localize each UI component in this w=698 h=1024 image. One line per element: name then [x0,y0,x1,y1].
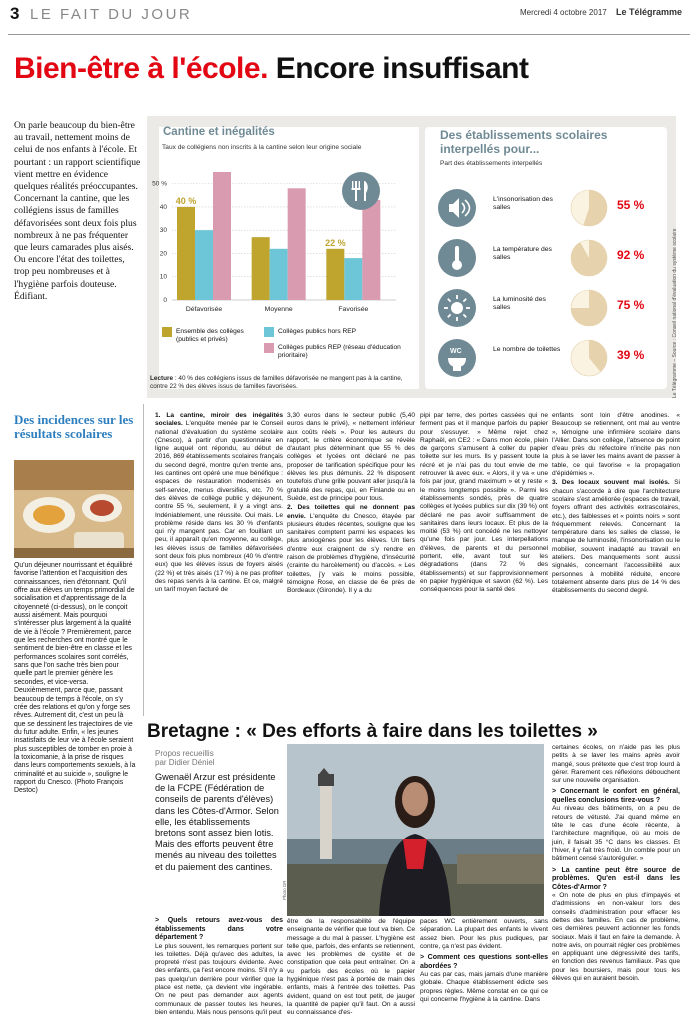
interview-photo [287,744,544,916]
sidebar-photo [14,460,134,558]
article-column-3 [420,412,548,596]
paragraph [287,412,415,503]
paragraph-lead: 2. Des toilettes qui ne donnent pas envie. [287,504,415,520]
chart-note [150,375,420,391]
y-tick-label: 0 [163,297,167,304]
paragraph-lead: 1. La cantine, miroir des inégalités sociales. [155,412,283,428]
toilet-icon [437,338,477,378]
legend-swatch-all [162,327,172,337]
paragraph-text: Le plus souvent, les remarques portent sur les toilettes. Déjà qu'avec des adultes, la propreté n'est pas toujours évidente. Avec des enfants, ça l'est encore moins. S'il n'y a pas quelqu'un derrière pour vérifier que la place est nette, ça devient vite ingérable. On ne peut pas demander aux agents communaux de passer toutes les heures, bien entendu. Mais nous pensons qu'il peut [155,942,283,1016]
headline-black: Encore insuffisant [275,52,529,85]
x-tick-label: Moyenne [264,306,293,313]
pie-label: La température des salles [493,246,552,262]
paragraph-text: Au cas par cas, mais jamais d'une manière globale. Chaque établissement édicte ses propres règles. Même constat en ce qui ce qui concerne l'hygiène à la cantine. Dans [420,971,548,1004]
source-credit: Le Télégramme – Source : Conseil national d'évaluation du système scolaire [672,228,678,398]
x-tick-label: Défavorisée [185,306,223,313]
paragraph-text: L'enquête du Cnesco, étayée par plusieurs études récentes, souligne que les sanitaires comptent parmi les espaces les plus anxiogènes pour les élèves. Un tiers d'entre eux craignent de s'y rendre en raison de problèmes d'hygiène, d'insécurité (crainte du harcèlement) ou d'accès. « Les toilettes, j'y vais le moins possible, témoigne Rose, en classe de 6e près de Bordeaux (Gironde). Il y a du [287,512,415,595]
newspaper-name: Le Télégramme [616,7,683,17]
portrait-lighthouse-image [287,744,544,916]
page-number: 3 [10,4,20,23]
sidebar-title: Des incidences sur les résultats scolaires [14,412,134,441]
interview-column-1 [155,914,283,1018]
pie-label: Le nombre de toilettes [493,346,561,353]
interview-column-3 [420,918,548,1005]
section-title: LE FAIT DU JOUR [30,6,193,23]
bretagne-intro: Gwenaël Arzur est présidente de la FCPE (Fédération de conseils de parents d'élèves) dans les Côtes-d'Armor. Selon elle, les établissements bretons sont assez bien lotis. Mais des efforts peuvent être menés au niveau des toilettes et du paiement des cantines. [155,772,279,872]
pie-label: L'insonorisation des salles [493,196,553,212]
paragraph-lead: 3. Des locaux souvent mal isolés. [552,479,670,487]
paragraph [287,918,415,1018]
bar-chart-title: Cantine et inégalités [163,126,275,138]
pie-row [425,334,667,384]
svg-text:WC: WC [450,348,462,355]
paragraph [420,954,548,1004]
paragraph [552,479,680,595]
pie-row [425,184,667,234]
pie-slice-chart [569,238,609,278]
legend-label-hors-rep: Collèges publics hors REP [278,328,357,335]
paragraph [552,867,680,984]
pie-value: 75 % [617,298,645,312]
chart-note-text: : 40 % des collégiens issus de familles défavorisée ne mangent pas à la cantine, contre 22 % des élèves issus de familles favorisées. [150,375,403,390]
cutlery-badge [342,172,380,210]
pie-label: La luminosité des salles [493,296,546,312]
y-tick-label: 30 [159,227,167,235]
pie-chart-title: Des établissements scolaires interpellés pour... [440,128,608,156]
pie-value: 92 % [617,248,645,262]
column-rule [143,404,144,716]
interview-question: > Quels retours avez-vous des établissements dans votre département ? [155,917,283,941]
paragraph-text: L'enquête menée par le Conseil national d'évaluation du système scolaire (Cnesco), à partir d'un questionnaire en ligne auquel ont répondu, au début de 2016, 869 établissements scolaires français du second degré, montre qu'en trente ans, les cantines ont opéré une mue bénéfique : espaces de restauration modernisés en self-service, menus diversifiés, etc. 70 % des élèves de collège public y déjeunent, contre 55 %, seulement, il y a vingt ans. Indéniablement, une réussite. Oui mais. Le problème réside dans les 30 % d'enfants qui n'y mangent pas. Car en fouillant un peu, il apparaît qu'en moyenne, au collège, les élèves issus de familles défavorisées sont deux fois plus nombreux (40 % d'entre eux) que les élèves issus de foyers aisés (22 %) et très aisés (17 %) à ne pas profiter des repas servis à la cantine. Et ce, malgré un tarif moyen facturé de [155,420,283,594]
paragraph [155,412,283,595]
pie-slice-chart [569,188,609,228]
paragraph [420,918,548,951]
paragraph [420,412,548,595]
bar-favorisée-series-0 [326,249,344,300]
interview-question: > Comment ces questions sont-elles abordées ? [420,954,548,970]
pie-slice [571,240,607,276]
sun-icon [437,288,477,328]
article-column-4 [552,412,680,597]
paragraph [287,504,415,595]
interview-column-4 [552,744,680,984]
thermometer-icon [437,238,477,278]
pie-slice-chart [569,288,609,328]
photo-credit: Photo DR [282,880,287,900]
paragraph-text: être de la responsabilité de l'équipe enseignante de vérifier que tout va bien. Ce message a du mal à passer. L'hygiène est telle que, parfois, des enfants se retiennent, avec les problèmes de cystite et de constipation que cela peut entraîner. On a vu parfois des écoles où le papier hygiénique n'est pas à portée de main des enfants, mais à l'entrée des toilettes. Pas évident, quand on est tout petit, de jauger la quantité de papier qu'il faut. On a aussi eu connaissance d'es- [287,918,415,1017]
pie-chart-subtitle: Part des établissements interpellés [440,160,543,167]
byline-author: par Didier Déniel [155,758,215,767]
y-tick-label: 40 [159,203,167,211]
y-tick-label: 20 [159,250,167,258]
paragraph-text: 3,30 euros dans le secteur public (5,40 euros dans le privé), « nettement inférieur aux coûts réels ». Pour les auteurs du rapport, le critère économique se révèle d'autant plus déterminant que 55 % des collèges et lycées ont déclaré ne pas proposer de tarification spécifique pour les élèves les plus démunis. 22 % disposent toutefois d'une grille pouvant aller jusqu'à la gratuité des repas, qui, en Finlande ou en Suède, est de principe pour tous. [287,412,415,502]
fork-knife-icon [342,172,380,210]
bar-data-label: 40 % [175,195,197,206]
intro-text: On parle beaucoup du bien-être au travail, nettement moins de celui de nos enfants à l'école. Et pourtant : un rapport scientifique vient mettre en évidence quelques réalités préoccupantes. Concernant la cantine, que les collégiens issus de familles défavorisées sont deux fois plus nombreux à ne pas fréquenter que leurs camarades plus aisés. Ou encore l'état des toilettes, trop peu nombreuses et à l'hygiène parfois douteuse. Édifiant. [14,120,141,302]
y-tick-label: 10 [159,273,167,281]
bar-défavorisée-series-0 [177,207,195,300]
bar-data-label: 22 % [325,237,346,248]
byline-top: Propos recueillis [155,749,214,758]
bar-défavorisée-series-2 [213,172,231,300]
legend-label-all: Ensemble des collèges (publics et privés) [176,328,244,343]
interview-column-2 [287,918,415,1019]
chart-note-label: Lecture [150,375,174,382]
pie-slice-chart [569,338,609,378]
paragraph-text: pipi par terre, des portes cassées qui ne ferment pas et il manque parfois du papier pour s'essuyer. » Même rejet chez Raphaël, en CE2 : « Dans mon école, plein de garçons s'amusent à coller du papier toilette sur les murs. Ils y passent toute la récré et je n'ai pas du tout envie de me retrouver là avec eux. « Alors, il y va « une fois par jour, grand maximum » et y reste « le moins longtemps possible ». Parmi les établissements sondés, près de quatre collèges et lycées publics sur dix (39 %) ont déclaré ne pas avoir suffisamment de sanitaires dans leurs locaux. Et plus de la moitié (53 %) ont concédé ne les nettoyer qu'une fois par jour. Les interpellations d'élèves, de parents et du personnel portent, elle, avant tout sur les dégradations (dans 72 % des établissements) et sur l'approvisionnement en papier hygiénique et savon (62 %). Les conséquences pour la santé des [420,412,548,594]
sidebar-text: Qu'un déjeuner nourrissant et équilibré favorise l'attention et l'acquisition des connaissances, rien d'étonnant. Qu'il offre aux élèves un temps primordial de socialisation et d'apprentissage de la citoyenneté (ci-dessus), on le conçoit aussi aisément. Mais pourquoi s'intéresser plus largement à la qualité de vie à l'école ? Premièrement, parce que les recherches ont montré que le sentiment de bien-être en classe et les performances scolaires sont corrélés, sans que l'on sache très bien pour quelle part le premier génère les secondes, et vice-versa. Deuxièmement, parce que, passant beaucoup de temps à l'école, on s'y crée des relations et qu'on y forge ses rêves. Autrement dit, c'est un peu là que se dessinent les trajectoires de vie du futur adulte. Enfin, « les jeunes insatisfaits de leur vie à l'école seraient plus susceptibles de tomber en proie à la toxicomanie, à la prise de risques dans leurs comportements sexuels, à la criminalité et au suicide », souligne le rapport du Cnesco. (Photo François Destoc) [14,562,136,795]
bar-chart-subtitle: Taux de collégiens non inscrits à la cantine selon leur origine sociale [162,144,362,151]
speaker-icon [437,188,477,228]
bar-moyenne-series-2 [288,188,306,300]
cafeteria-tray-image [14,460,134,558]
interview-question: > Concernant le confort en général, quelles conclusions tirez-vous ? [552,788,680,804]
bretagne-title: Bretagne : « Des efforts à faire dans les toilettes » [147,721,598,742]
bar-moyenne-series-1 [270,249,288,300]
pie-rows [425,184,667,384]
issue-date: Mercredi 4 octobre 2017 [520,8,607,17]
bar-moyenne-series-0 [252,237,270,300]
legend-swatch-rep [264,343,274,353]
article-column-2 [287,412,415,597]
x-tick-label: Favorisée [338,306,369,313]
paragraph-text: « On note de plus en plus d'impayés et d'admissions en non-valeur lors des conseils d'administration pour effacer les dettes des familles. En cas de problème, ces dernières peuvent actionner les fonds sociaux. Mais il faut en faire la demande. À notre avis, on pourrait régler ces problèmes en appliquant une dégressivité des tarifs, en fonction des revenus familiaux. Pas que pour les boursiers, mais pour tous les élèves qui en auraient besoin. [552,892,680,983]
paragraph [552,744,680,785]
bar-favorisée-series-1 [344,258,362,300]
paragraph [155,917,283,1017]
bar-défavorisée-series-1 [195,230,213,300]
bar-favorisée-series-2 [362,200,380,300]
paragraph [552,412,680,478]
legend-swatch-hors-rep [264,327,274,337]
interview-question: > La cantine peut être source de problèmes. Qu'en est-il dans les Côtes-d'Armor ? [552,866,680,891]
pie-value: 39 % [617,348,645,362]
pie-value: 55 % [617,198,645,212]
paragraph-text: Si chacun s'accorde à dire que l'architecture scolaire s'est améliorée (espaces de travail, foyers offrant des activités extrascolaires, etc.), des faiblesses et « points noirs » sont fréquemment relevés. Concernant la température dans les salles de classe, le manque de luminosité, l'insonorisation ou le mobilier, souvent inadapté au travail en ateliers. Des manquements sont aussi signalés, concernant l'accessibilité aux personnes à mobilité réduite, encore totalement absente dans plus de 14 % des établissements du second degré. [552,479,680,595]
pie-row [425,234,667,284]
paragraph-text: paces WC entièrement ouverts, sans séparation. La plupart des enfants le vivent assez bien. Pour les plus pudiques, par contre, ça n'est pas évident. [420,918,548,950]
paragraph-text: enfants sont loin d'être anodines. « Beaucoup se retiennent, ont mal au ventre », témoigne une infirmière scolaire dans l'Allier. Dans son collège, l'absence de point d'eau près du réfectoire n'incite pas non plus à se laver les mains avant de passer à table, ce qui favorise « la propagation d'épidémies ». [552,412,680,478]
paragraph [552,788,680,863]
paragraph-text: Au niveau des bâtiments, on a peu de retours de vétusté. J'ai quand même en tête le cas d'une école récente, à l'architecture magnifique, où au mois de juin, il faisait 35 °C dans les classes. Et l'hiver, il y fait très froid. Un comble pour un bâtiment censé s'autoréguler. » [552,805,680,863]
y-tick-label: 50 % [152,180,167,188]
article-column-1 [155,412,283,596]
paragraph-text: certaines écoles, on n'aide pas les plus petits à se laver les mains après avoir mangé, sous prétexte que c'est trop lourd à gérer. Rarement ces réflexions débouchent sur une nouvelle organisation. [552,744,680,785]
headline-red: Bien-être à l'école. [14,52,268,85]
legend-label-rep: Collèges publics REP (réseau d'éducation prioritaire) [278,344,401,359]
pie-row [425,284,667,334]
